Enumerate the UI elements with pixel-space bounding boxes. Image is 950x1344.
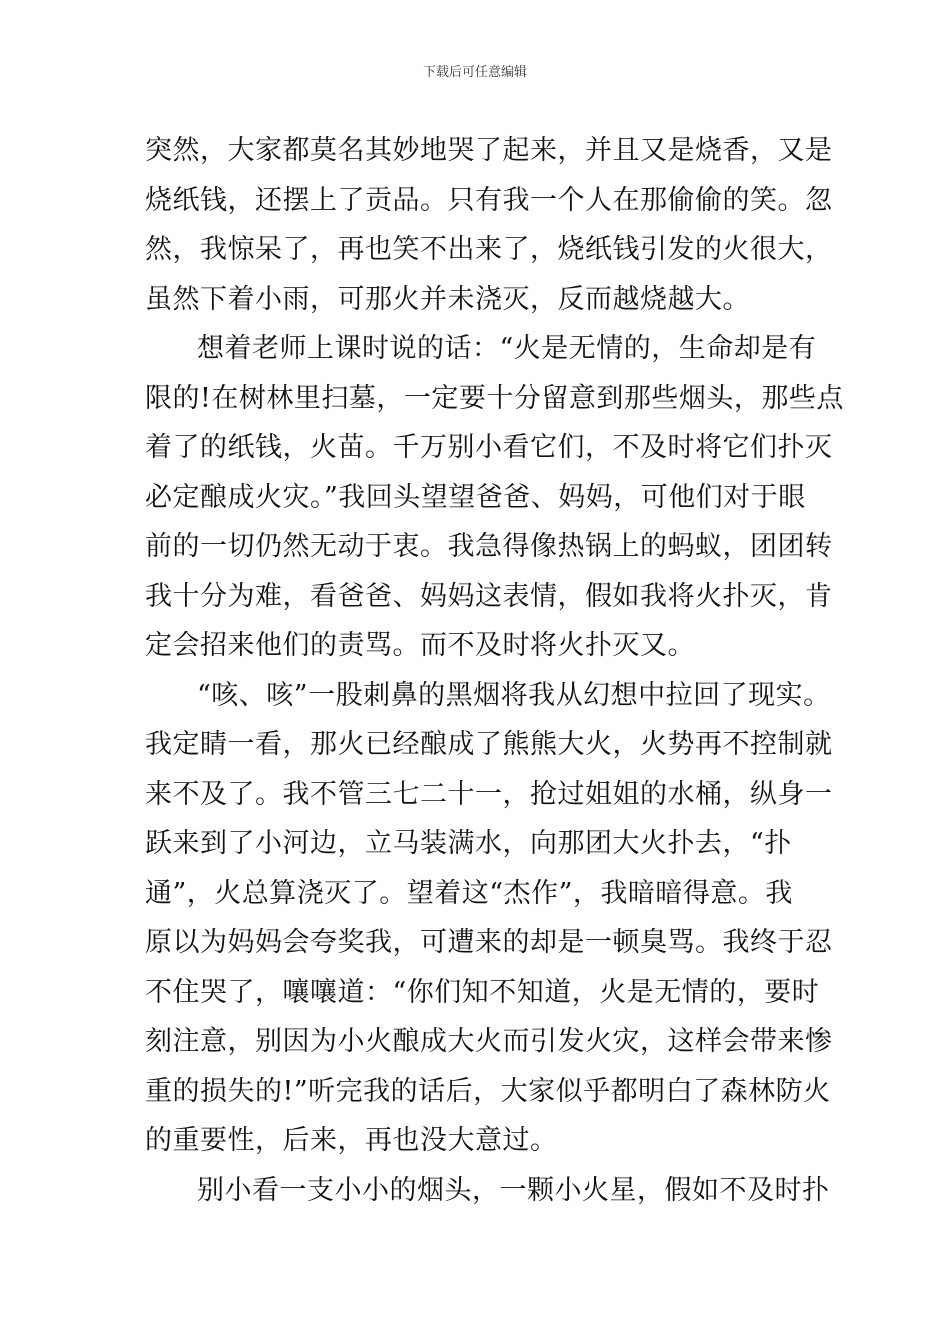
text-line: 烧纸钱，还摆上了贡品。只有我一个人在那偷偷的笑。忽 [145, 184, 833, 216]
text-line: 跃来到了小河边，立马装满水，向那团大火扑去，“扑 [145, 828, 792, 859]
text-line: 刻注意，别因为小火酿成大火而引发火灾，这样会带来惨 [145, 1026, 833, 1057]
text-line: 想着老师上课时说的话：“火是无情的，生命却是有 [197, 333, 817, 364]
text-line: 虽然下着小雨，可那火并未浇灭，反而越烧越大。 [145, 283, 750, 315]
text-line: 限的!在树林里扫墓，一定要十分留意到那些烟头，那些点 [145, 382, 844, 414]
text-line: 通”，火总算浇灭了。望着这“杰作”，我暗暗得意。我 [145, 877, 793, 909]
text-line: 前的一切仍然无动于衷。我急得像热锅上的蚂蚁，团团转 [145, 531, 833, 562]
text-line: 来不及了。我不管三七二十一，抢过姐姐的水桶，纵身一 [145, 778, 833, 810]
text-line: 定会招来他们的责骂。而不及时将火扑灭又。 [145, 630, 695, 661]
text-line: 重的损失的!”听完我的话后，大家似乎都明白了森林防火 [145, 1075, 831, 1107]
text-line: 着了的纸钱，火苗。千万别小看它们，不及时将它们扑灭 [145, 432, 833, 463]
text-line: 原以为妈妈会夸奖我，可遭来的却是一顿臭骂。我终于忍 [145, 927, 833, 958]
text-line: 的重要性，后来，再也没大意过。 [145, 1125, 558, 1156]
page-header: 下载后可任意编辑 [422, 65, 527, 80]
text-line: 突然，大家都莫名其妙地哭了起来，并且又是烧香，又是 [145, 135, 833, 166]
text-line: 我定睛一看，那火已经酿成了熊熊大火，火势再不控制就 [145, 729, 833, 760]
text-line: 然，我惊呆了，再也笑不出来了，烧纸钱引发的火很大， [145, 234, 833, 265]
body-text [145, 126, 844, 1215]
text-line: 不住哭了，嚷嚷道：“你们知不知道，火是无情的，要时 [145, 976, 820, 1008]
text-line: 别小看一支小小的烟头，一颗小火星，假如不及时扑 [197, 1174, 830, 1206]
text-line: 我十分为难，看爸爸、妈妈这表情，假如我将火扑灭，肯 [145, 580, 833, 612]
text-line: “咳、咳”一股刺鼻的黑烟将我从幻想中拉回了现实。 [197, 679, 831, 711]
text-line: 必定酿成火灾。”我回头望望爸爸、妈妈，可他们对于眼 [145, 481, 806, 513]
